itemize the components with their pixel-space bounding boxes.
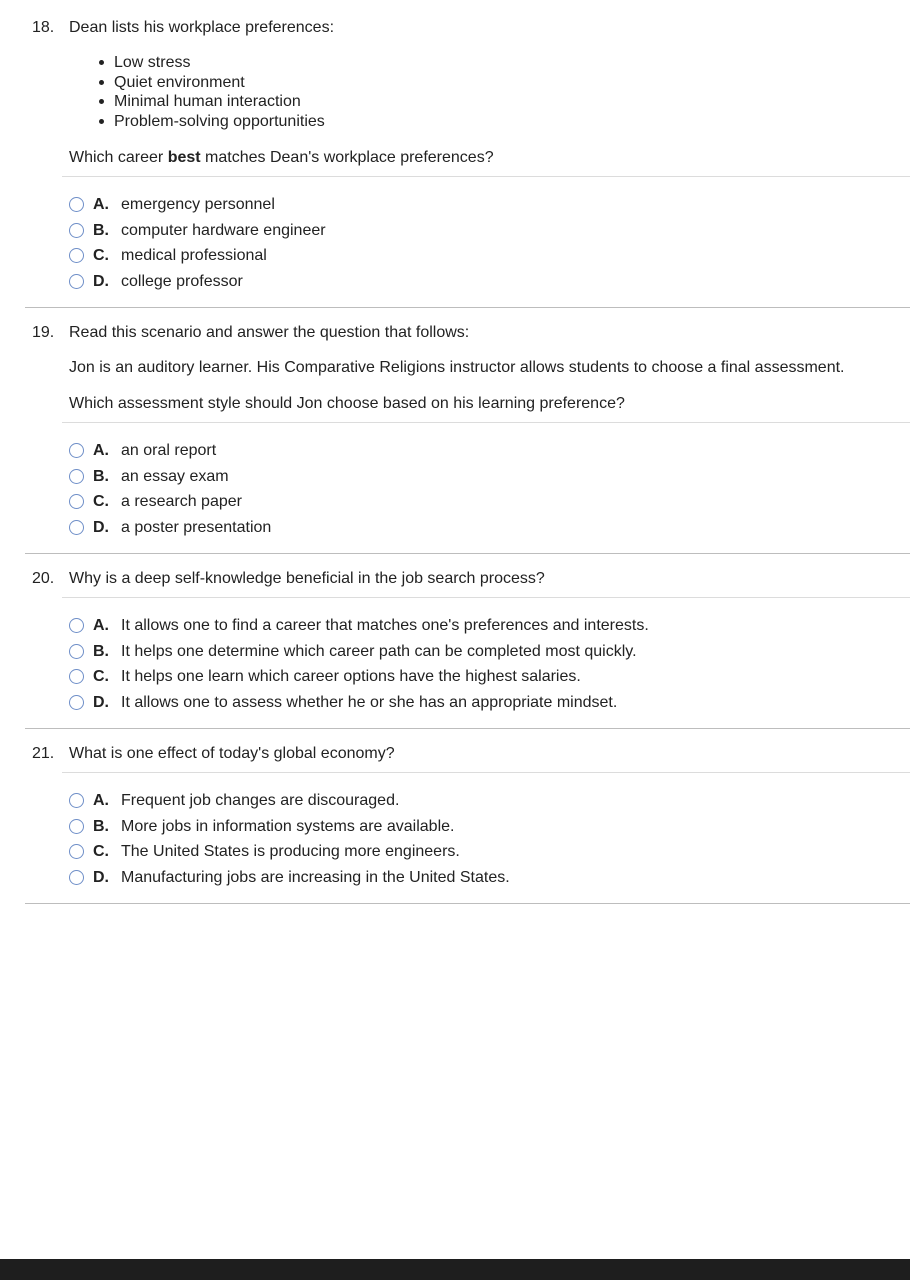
- list-item: Minimal human interaction: [96, 92, 325, 112]
- option-letter: C.: [93, 843, 109, 860]
- divider: [62, 422, 910, 423]
- option-letter: A.: [93, 442, 109, 459]
- option-text: Manufacturing jobs are increasing in the United States.: [121, 869, 510, 886]
- option-letter: B.: [93, 818, 109, 835]
- radio-button[interactable]: [69, 494, 84, 509]
- question-separator: [25, 553, 910, 554]
- option-text: a research paper: [121, 493, 242, 510]
- question-stem-end: matches Dean's workplace preferences?: [200, 149, 494, 166]
- question-stem: Which assessment style should Jon choose based on his learning preference?: [69, 395, 625, 412]
- radio-button[interactable]: [69, 618, 84, 633]
- option-letter: D.: [93, 869, 109, 886]
- radio-button[interactable]: [69, 844, 84, 859]
- question-separator: [25, 903, 910, 904]
- option-letter: B.: [93, 222, 109, 239]
- radio-button[interactable]: [69, 469, 84, 484]
- radio-button[interactable]: [69, 520, 84, 535]
- list-item: Quiet environment: [96, 73, 325, 93]
- option-letter: C.: [93, 493, 109, 510]
- question-prompt: Why is a deep self-knowledge beneficial in the job search process?: [69, 570, 545, 587]
- option-text: It allows one to find a career that matches one's preferences and interests.: [121, 617, 649, 634]
- question-prompt: Dean lists his workplace preferences:: [69, 19, 335, 36]
- option-letter: C.: [93, 668, 109, 685]
- question-stem-start: Which career: [69, 149, 168, 166]
- option-text: an essay exam: [121, 468, 229, 485]
- scenario-text: Jon is an auditory learner. His Comparative Religions instructor allows students to choose a final assessment.: [69, 359, 845, 376]
- list-item: Problem-solving opportunities: [96, 112, 325, 132]
- option-text: Frequent job changes are discouraged.: [121, 792, 400, 809]
- option-letter: A.: [93, 617, 109, 634]
- option-text: an oral report: [121, 442, 217, 459]
- question-stem-emphasis: best: [167, 149, 201, 166]
- question-stem: [69, 148, 494, 168]
- list-item: Low stress: [96, 53, 325, 73]
- option-letter: D.: [93, 273, 109, 290]
- option-text: computer hardware engineer: [121, 222, 326, 239]
- question-number: 20.: [32, 570, 55, 587]
- option-letter: B.: [93, 468, 109, 485]
- divider: [62, 597, 910, 598]
- option-text: More jobs in information systems are available.: [121, 818, 455, 835]
- option-letter: D.: [93, 519, 109, 536]
- question-number: 18.: [32, 19, 55, 36]
- option-text: It helps one determine which career path can be completed most quickly.: [121, 643, 637, 660]
- option-letter: B.: [93, 643, 109, 660]
- question-number: 21.: [32, 745, 55, 762]
- question-separator: [25, 307, 910, 308]
- radio-button[interactable]: [69, 793, 84, 808]
- option-text: a poster presentation: [121, 519, 272, 536]
- question-prompt: Read this scenario and answer the question that follows:: [69, 324, 470, 341]
- option-text: It helps one learn which career options have the highest salaries.: [121, 668, 581, 685]
- question-separator: [25, 728, 910, 729]
- radio-button[interactable]: [69, 870, 84, 885]
- radio-button[interactable]: [69, 248, 84, 263]
- radio-button[interactable]: [69, 695, 84, 710]
- preference-list: [96, 53, 325, 132]
- radio-button[interactable]: [69, 223, 84, 238]
- option-text: It allows one to assess whether he or she has an appropriate mindset.: [121, 694, 618, 711]
- radio-button[interactable]: [69, 669, 84, 684]
- option-text: medical professional: [121, 247, 267, 264]
- question-prompt: What is one effect of today's global economy?: [69, 745, 395, 762]
- option-letter: D.: [93, 694, 109, 711]
- option-text: The United States is producing more engineers.: [121, 843, 460, 860]
- radio-button[interactable]: [69, 197, 84, 212]
- option-letter: C.: [93, 247, 109, 264]
- radio-button[interactable]: [69, 644, 84, 659]
- option-letter: A.: [93, 196, 109, 213]
- radio-button[interactable]: [69, 819, 84, 834]
- option-text: emergency personnel: [121, 196, 275, 213]
- option-letter: A.: [93, 792, 109, 809]
- question-number: 19.: [32, 324, 55, 341]
- radio-button[interactable]: [69, 443, 84, 458]
- option-text: college professor: [121, 273, 243, 290]
- radio-button[interactable]: [69, 274, 84, 289]
- divider: [62, 176, 910, 177]
- bottom-bar: [0, 1259, 910, 1280]
- divider: [62, 772, 910, 773]
